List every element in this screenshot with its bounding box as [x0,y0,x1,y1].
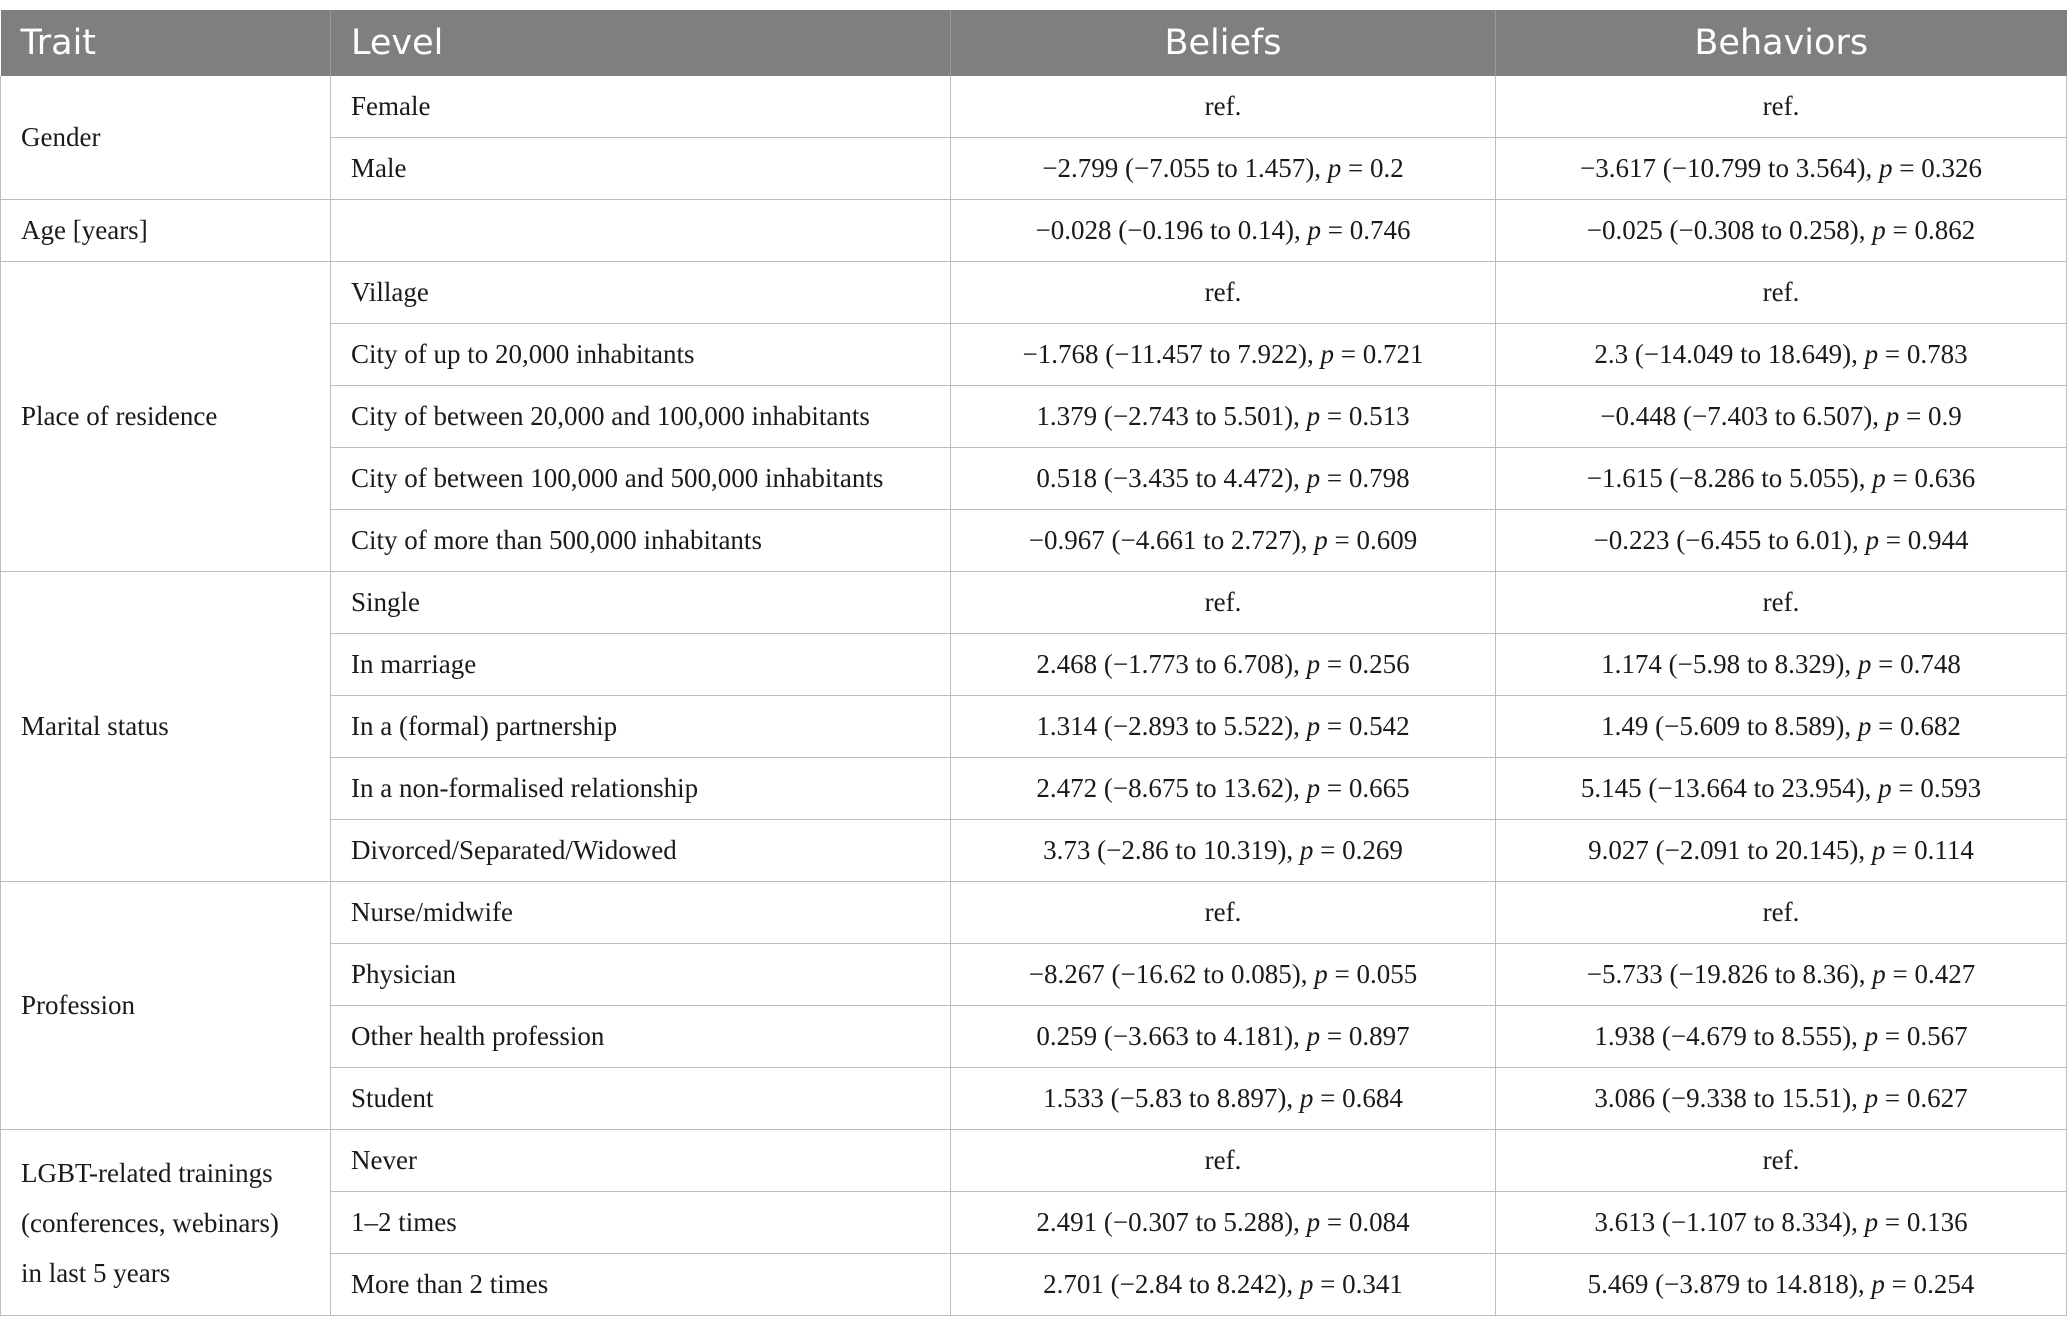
behaviors-cell: −5.733 (−19.826 to 8.36), p = 0.427 [1496,944,2067,1006]
beliefs-cell: −8.267 (−16.62 to 0.085), p = 0.055 [951,944,1496,1006]
header-beliefs: Beliefs [951,10,1496,76]
level-cell: Male [331,138,951,200]
trait-line: LGBT-related trainings [21,1157,273,1188]
level-cell [331,200,951,262]
header-trait: Trait [1,10,331,76]
behaviors-cell: −0.448 (−7.403 to 6.507), p = 0.9 [1496,386,2067,448]
trait-cell: Profession [1,882,331,1130]
level-cell: City of between 20,000 and 100,000 inhabitants [331,386,951,448]
beliefs-cell: −1.768 (−11.457 to 7.922), p = 0.721 [951,324,1496,386]
beliefs-cell: −0.967 (−4.661 to 2.727), p = 0.609 [951,510,1496,572]
table-row [1,262,2067,324]
trait-line: in last 5 years [21,1257,171,1288]
table-body [1,76,2067,1316]
behaviors-cell: 5.145 (−13.664 to 23.954), p = 0.593 [1496,758,2067,820]
behaviors-cell: 9.027 (−2.091 to 20.145), p = 0.114 [1496,820,2067,882]
behaviors-cell: 3.613 (−1.107 to 8.334), p = 0.136 [1496,1192,2067,1254]
trait-cell: Gender [1,76,331,200]
level-cell: Village [331,262,951,324]
beliefs-cell: ref. [951,572,1496,634]
level-cell: 1–2 times [331,1192,951,1254]
trait-cell: Age [years] [1,200,331,262]
level-cell: In marriage [331,634,951,696]
beliefs-cell: ref. [951,1130,1496,1192]
table-row [1,200,2067,262]
behaviors-cell: −3.617 (−10.799 to 3.564), p = 0.326 [1496,138,2067,200]
behaviors-cell: −0.025 (−0.308 to 0.258), p = 0.862 [1496,200,2067,262]
header-level: Level [331,10,951,76]
level-cell: Other health profession [331,1006,951,1068]
results-table [0,10,2067,1316]
behaviors-cell: 2.3 (−14.049 to 18.649), p = 0.783 [1496,324,2067,386]
level-cell: City of more than 500,000 inhabitants [331,510,951,572]
trait-cell: Place of residence [1,262,331,572]
beliefs-cell: 0.518 (−3.435 to 4.472), p = 0.798 [951,448,1496,510]
table-row [1,76,2067,138]
behaviors-cell: 1.49 (−5.609 to 8.589), p = 0.682 [1496,696,2067,758]
trait-cell: Marital status [1,572,331,882]
beliefs-cell: 2.491 (−0.307 to 5.288), p = 0.084 [951,1192,1496,1254]
behaviors-cell: ref. [1496,882,2067,944]
table-row [1,882,2067,944]
trait-cell [1,1130,331,1316]
beliefs-cell: 2.701 (−2.84 to 8.242), p = 0.341 [951,1254,1496,1316]
level-cell: Female [331,76,951,138]
beliefs-cell: 1.533 (−5.83 to 8.897), p = 0.684 [951,1068,1496,1130]
level-cell: Nurse/midwife [331,882,951,944]
table-row [1,572,2067,634]
level-cell: City of up to 20,000 inhabitants [331,324,951,386]
table-header [1,10,2067,76]
behaviors-cell: 1.938 (−4.679 to 8.555), p = 0.567 [1496,1006,2067,1068]
level-cell: Never [331,1130,951,1192]
beliefs-cell: −0.028 (−0.196 to 0.14), p = 0.746 [951,200,1496,262]
level-cell: In a (formal) partnership [331,696,951,758]
table-row [1,1130,2067,1192]
beliefs-cell: ref. [951,882,1496,944]
behaviors-cell: ref. [1496,1130,2067,1192]
beliefs-cell: 2.468 (−1.773 to 6.708), p = 0.256 [951,634,1496,696]
behaviors-cell: 3.086 (−9.338 to 15.51), p = 0.627 [1496,1068,2067,1130]
beliefs-cell: 3.73 (−2.86 to 10.319), p = 0.269 [951,820,1496,882]
beliefs-cell: 1.379 (−2.743 to 5.501), p = 0.513 [951,386,1496,448]
level-cell: Divorced/Separated/Widowed [331,820,951,882]
beliefs-cell: ref. [951,262,1496,324]
beliefs-cell: ref. [951,76,1496,138]
behaviors-cell: ref. [1496,262,2067,324]
behaviors-cell: ref. [1496,76,2067,138]
behaviors-cell: 1.174 (−5.98 to 8.329), p = 0.748 [1496,634,2067,696]
behaviors-cell: −0.223 (−6.455 to 6.01), p = 0.944 [1496,510,2067,572]
level-cell: Student [331,1068,951,1130]
behaviors-cell: 5.469 (−3.879 to 14.818), p = 0.254 [1496,1254,2067,1316]
beliefs-cell: 1.314 (−2.893 to 5.522), p = 0.542 [951,696,1496,758]
beliefs-cell: 0.259 (−3.663 to 4.181), p = 0.897 [951,1006,1496,1068]
level-cell: Single [331,572,951,634]
level-cell: City of between 100,000 and 500,000 inhabitants [331,448,951,510]
level-cell: More than 2 times [331,1254,951,1316]
beliefs-cell: −2.799 (−7.055 to 1.457), p = 0.2 [951,138,1496,200]
behaviors-cell: ref. [1496,572,2067,634]
trait-line: (conferences, webinars) [21,1207,279,1238]
level-cell: In a non-formalised relationship [331,758,951,820]
beliefs-cell: 2.472 (−8.675 to 13.62), p = 0.665 [951,758,1496,820]
behaviors-cell: −1.615 (−8.286 to 5.055), p = 0.636 [1496,448,2067,510]
header-behaviors: Behaviors [1496,10,2067,76]
level-cell: Physician [331,944,951,1006]
